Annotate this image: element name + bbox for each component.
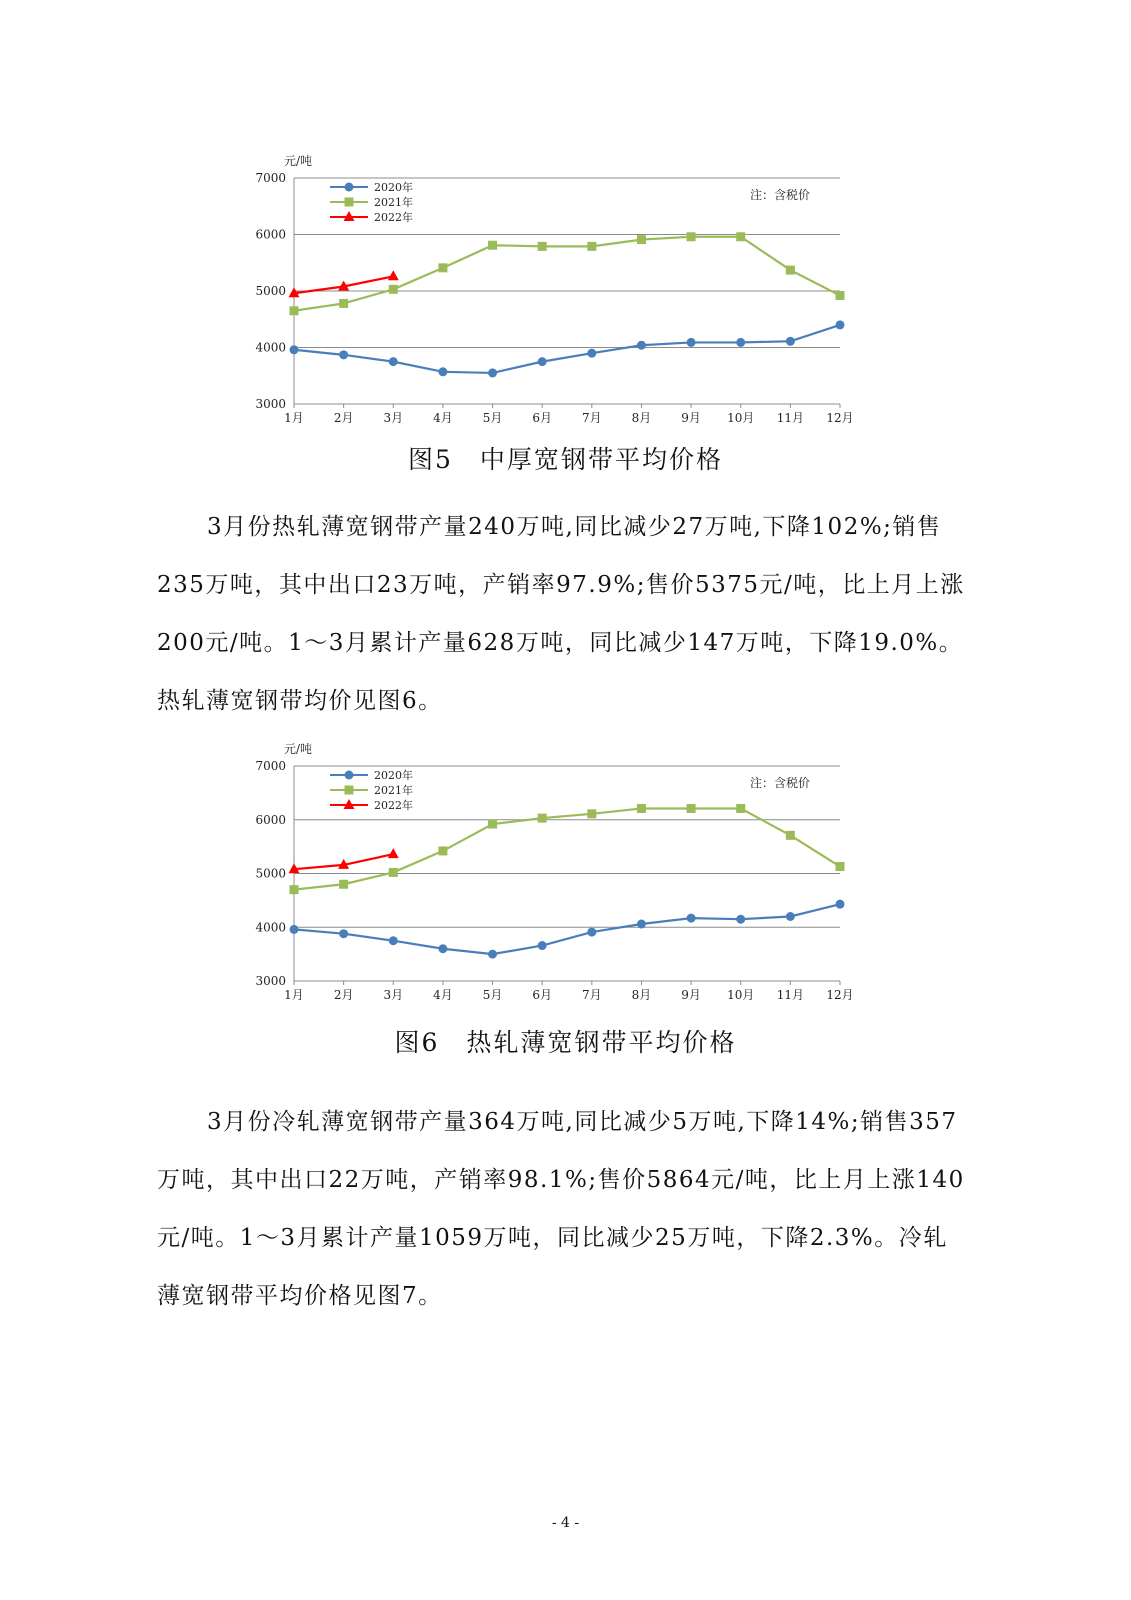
x-tick-label: 10月 [727,988,755,1002]
data-point [339,929,348,938]
figure-5-caption: 图5 中厚宽钢带平均价格 [408,445,723,474]
x-tick-label: 7月 [581,411,602,425]
data-point [587,928,596,937]
paragraph-1-text: 3月份热轧薄宽钢带产量240万吨,同比减少27万吨,下降102%;销售235万吨，其中出口23万吨，产销率97.9%;售价5375元/吨，比上月上涨200元/吨。1～3月累计产量628万吨，同比减少147万吨，下降19.0%。热轧薄宽钢带均价见图6。 [157,514,965,714]
data-point [687,914,696,923]
chart-figure-6 [255,736,870,1016]
y-axis-unit-label: 元/吨 [284,742,313,756]
data-point [786,266,795,275]
legend-marker [345,771,354,780]
data-point [488,241,497,250]
data-point [587,809,596,818]
data-point [290,925,299,934]
data-point [736,915,745,924]
legend-label: 2020年 [374,769,413,782]
x-tick-label: 3月 [383,411,404,425]
data-point [438,263,447,272]
data-point [339,350,348,359]
data-point [538,357,547,366]
legend-label: 2020年 [374,181,413,194]
series-line-2020年 [294,904,840,954]
data-point [339,880,348,889]
data-point [538,814,547,823]
data-point [687,232,696,241]
data-point [687,338,696,347]
data-point [438,367,447,376]
y-tick-label: 6000 [255,812,286,827]
chart-note: 注：含税价 [750,188,811,202]
y-tick-label: 4000 [255,920,286,935]
data-point [488,820,497,829]
page-number: - 4 - [551,1515,580,1531]
x-tick-label: 7月 [581,988,602,1002]
data-point [637,235,646,244]
legend-label: 2021年 [374,784,413,797]
x-tick-label: 12月 [826,988,854,1002]
x-tick-label: 10月 [727,411,755,425]
x-tick-label: 11月 [776,411,805,425]
x-tick-label: 9月 [681,411,701,425]
data-point [290,885,299,894]
data-point [736,338,745,347]
chart-figure-5 [255,148,870,443]
data-point [786,912,795,921]
x-tick-label: 2月 [333,988,354,1002]
x-tick-label: 4月 [433,411,453,425]
data-point [339,299,348,308]
y-tick-label: 7000 [255,171,286,185]
data-point [836,320,845,329]
data-point [389,357,398,366]
x-tick-label: 8月 [631,411,652,425]
series-line-2021年 [294,808,840,889]
y-tick-label: 3000 [255,974,286,988]
data-point [637,341,646,350]
data-point [389,868,398,877]
x-tick-label: 2月 [333,411,354,425]
legend-marker [345,198,354,207]
legend-label: 2022年 [374,211,413,224]
series-line-2021年 [294,237,840,311]
data-point [736,232,745,241]
x-tick-label: 5月 [482,988,503,1002]
x-tick-label: 11月 [776,988,805,1002]
y-tick-label: 3000 [255,397,286,411]
data-point [388,848,399,858]
data-point [389,285,398,294]
series-line-2020年 [294,325,840,373]
x-tick-label: 4月 [433,988,453,1002]
legend-marker [345,183,354,192]
data-point [836,291,845,300]
chart-note: 注：含税价 [750,776,811,790]
paragraph-hot-rolled [157,498,967,730]
y-axis-unit-label: 元/吨 [284,154,313,168]
x-tick-label: 9月 [681,988,701,1002]
y-tick-label: 4000 [255,340,286,355]
legend-marker [345,786,354,795]
x-tick-label: 8月 [631,988,652,1002]
legend-label: 2021年 [374,196,413,209]
data-point [786,831,795,840]
y-tick-label: 6000 [255,227,286,242]
data-point [587,242,596,251]
data-point [736,804,745,813]
figure-6-caption: 图6 热轧薄宽钢带平均价格 [394,1028,737,1057]
data-point [488,368,497,377]
data-point [836,900,845,909]
data-point [389,936,398,945]
chart-5-svg [255,148,870,443]
x-tick-label: 3月 [383,988,404,1002]
data-point [637,804,646,813]
x-tick-label: 6月 [532,988,553,1002]
paragraph-2-text: 3月份冷轧薄宽钢带产量364万吨,同比减少5万吨,下降14%;销售357万吨，其中出口22万吨，产销率98.1%;售价5864元/吨，比上月上涨140元/吨。1～3月累计产量1059万吨，同比减少25万吨，下降2.3%。冷轧薄宽钢带平均价格见图7。 [157,1109,965,1309]
data-point [438,846,447,855]
y-tick-label: 7000 [255,759,286,773]
data-point [637,920,646,929]
data-point [290,306,299,315]
y-tick-label: 5000 [255,866,286,881]
data-point [438,944,447,953]
data-point [538,941,547,950]
data-point [538,242,547,251]
data-point [687,804,696,813]
data-point [488,950,497,959]
x-tick-label: 6月 [532,411,553,425]
x-tick-label: 12月 [826,411,854,425]
paragraph-cold-rolled [157,1093,967,1325]
data-point [388,270,399,280]
data-point [587,349,596,358]
data-point [836,862,845,871]
x-tick-label: 1月 [284,411,304,425]
chart-6-svg [255,736,870,1016]
x-tick-label: 5月 [482,411,503,425]
x-tick-label: 1月 [284,988,304,1002]
legend-label: 2022年 [374,799,413,812]
data-point [786,337,795,346]
data-point [290,345,299,354]
y-tick-label: 5000 [255,284,286,298]
